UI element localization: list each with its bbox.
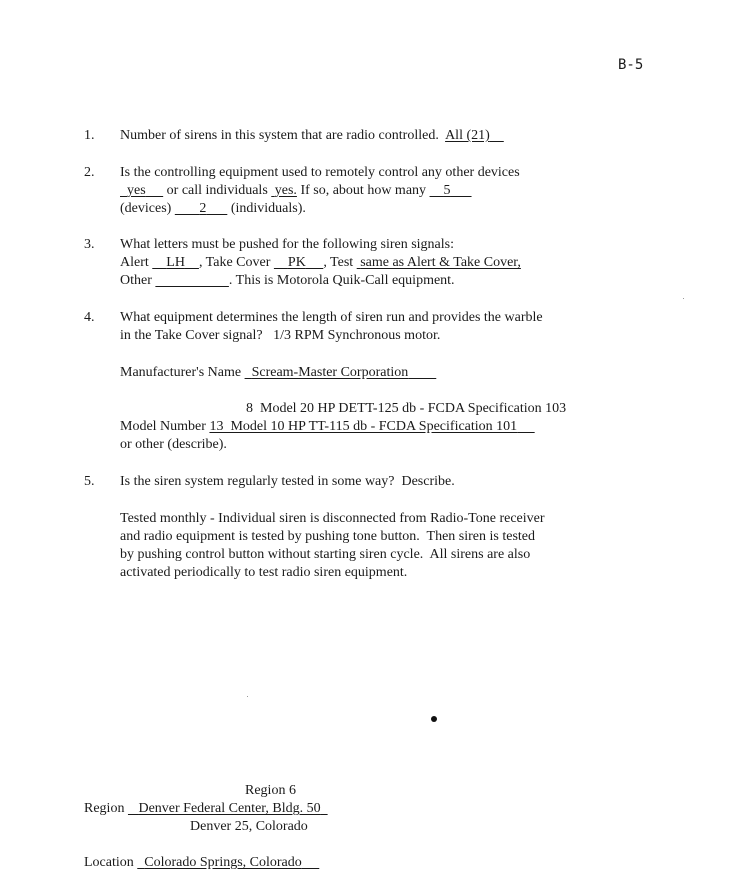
answer-model-number: 13 Model 10 HP TT-115 db - FCDA Specification 101 [209, 419, 518, 434]
manufacturer-line [120, 364, 436, 382]
question-number: 5. [84, 474, 95, 489]
answer-individuals-count: 2 [199, 201, 207, 216]
question-5-prompt: Is the siren system regularly tested in some way? Describe. [120, 474, 455, 489]
answer-alert-letters: LH [166, 255, 185, 270]
label-region: Region [84, 801, 128, 816]
label-alert: Alert [120, 255, 153, 270]
label-call-individuals: or call individuals [163, 183, 272, 198]
answer-take-cover-letters: PK [287, 255, 306, 270]
answer-other-devices: yes [127, 183, 146, 198]
answer-testing-line: and radio equipment is tested by pushing tone button. Then siren is tested [120, 529, 536, 544]
answer-testing-line: Tested monthly - Individual siren is disconnected from Radio-Tone receiver [120, 511, 545, 526]
label-devices: (devices) [120, 201, 175, 216]
answer-radio-controlled-count: All (21) [445, 128, 490, 143]
question-3-prompt: What letters must be pushed for the following siren signals: [120, 237, 454, 252]
label-other: Other [120, 273, 156, 288]
question-number: 3. [84, 237, 95, 252]
page-label: B-5 [618, 57, 644, 73]
answer-test-letters: same as Alert & Take Cover, [360, 255, 521, 270]
model-number-line [120, 418, 535, 436]
question-2-line-3 [120, 200, 306, 218]
question-number: 1. [84, 128, 95, 143]
question-1-text [120, 127, 504, 145]
label-individuals: (individuals). [227, 201, 306, 216]
answer-devices-count: 5 [443, 183, 451, 198]
answer-testing-line: by pushing control button without starting siren cycle. All sirens are also [120, 547, 531, 562]
question-1-prompt: Number of sirens in this system that are radio controlled. [120, 128, 439, 143]
answer-location: Colorado Springs, Colorado [144, 855, 302, 870]
question-3-line-3 [120, 272, 455, 290]
paper-speck [683, 298, 684, 299]
label-model-number: Model Number [120, 419, 210, 434]
region-number: Region 6 [245, 783, 296, 798]
label-test: , Test [323, 255, 357, 270]
question-number: 2. [84, 165, 95, 180]
label-location: Location [84, 855, 138, 870]
answer-manufacturer: Scream-Master Corporation [251, 365, 409, 380]
label-if-so: If so, about how many [296, 183, 430, 198]
question-number: 4. [84, 310, 95, 325]
answer-model-additional: 8 Model 20 HP DETT-125 db - FCDA Specification 103 [246, 401, 567, 416]
question-2-line-2 [120, 182, 472, 200]
answer-call-individuals: yes. [274, 183, 297, 198]
answer-testing-line: activated periodically to test radio siren equipment. [120, 565, 408, 580]
answer-region-address: Denver Federal Center, Bldg. 50 [138, 801, 321, 816]
label-manufacturer: Manufacturer's Name [120, 365, 245, 380]
paper-speck [247, 696, 248, 697]
question-3-line-2 [120, 254, 521, 272]
label-or-other: or other (describe). [120, 437, 227, 452]
label-take-cover: , Take Cover [198, 255, 274, 270]
region-line [84, 800, 328, 818]
ink-dot [431, 716, 437, 722]
label-motorola: . This is Motorola Quik-Call equipment. [228, 273, 455, 288]
question-2-prompt: Is the controlling equipment used to remotely control any other devices [120, 165, 520, 180]
location-line [84, 854, 319, 872]
question-4-prompt-cont: in the Take Cover signal? 1/3 RPM Synchronous motor. [120, 328, 441, 343]
question-4-prompt: What equipment determines the length of siren run and provides the warble [120, 310, 543, 325]
region-city: Denver 25, Colorado [190, 819, 308, 834]
